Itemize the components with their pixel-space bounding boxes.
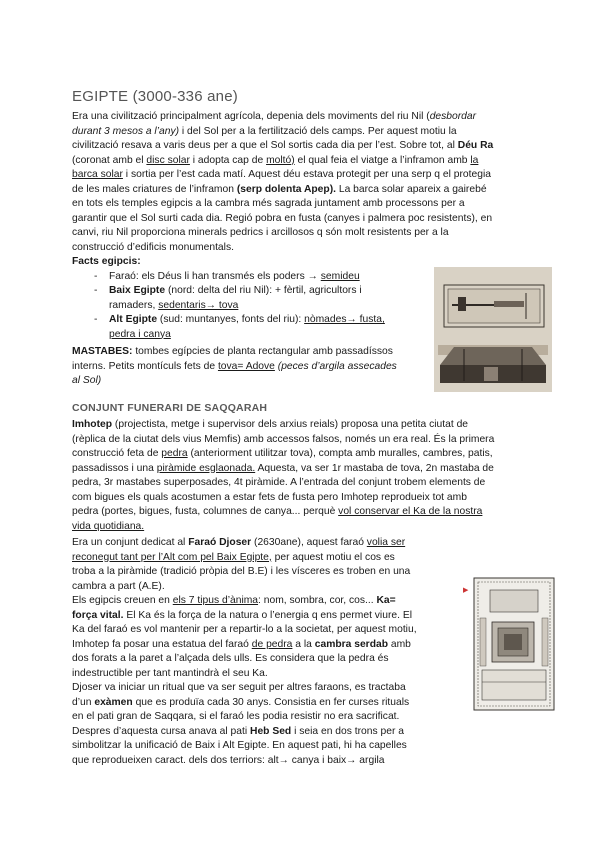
djoser-line: indestructible per tant mantindrà el seu Ka.: [72, 667, 268, 679]
djoser-line: d’un exàmen que es produïa cada 30 anys. Consistia en fer curses rituals: [72, 696, 410, 708]
mastabes-line: al Sol): [72, 375, 102, 386]
saqqarah-line: (rèplica de la ciutat dels vius Memfis) amb accessos falsos, només un era real. És la primera: [72, 433, 495, 445]
mastaba-illustration: [434, 267, 552, 392]
djoser-line: troba a la piràmide (tradició pròpia del B.E) i les vísceres es troben en una: [72, 566, 411, 577]
facts-item-alt-egipte: - Alt Egipte (sud: muntanyes, fonts del riu): nòmades→ fusta, pedra i canya: [72, 313, 432, 342]
facts-item-farao: - Faraó: els Déus li han transmés els poders → semideu: [72, 270, 432, 285]
facts-item-baix-egipte: - Baix Egipte (nord: delta del riu Nil): + fèrtil, agricultors i ramaders, sedentaris→ tova: [72, 284, 432, 313]
intro-line: barca solar i sortia per l’est cada matí. Aquest déu estava protegit per una serp q el protegia: [72, 169, 491, 180]
intro-line: (coronat amb el disc solar i adopta cap de moltó) el qual feia el viatge a l’inframon amb la: [72, 154, 479, 166]
page-title: EGIPTE (3000-336 ane): [72, 88, 238, 105]
djoser-line: dos forats a la paret a l’alçada dels ulls. Es considera que la pedra és: [72, 653, 389, 664]
mastabes-line: MASTABES: tombes egípcies de planta rectangular amb passadíssos: [72, 346, 393, 357]
djoser-line: força vital. El Ka és la força de la natura o l’energia q ens permet viure. El: [72, 609, 412, 621]
djoser-line: Djoser va iniciar un ritual que va ser seguit per altres faraons, es tractaba: [72, 682, 406, 693]
saqqarah-line: com bigues els quals acostumen a estar fets de fusta pero Imhotep reprodueix tot amb: [72, 491, 467, 503]
saqqara-plan-illustration: [470, 574, 558, 714]
section-heading-saqqarah: CONJUNT FUNERARI DE SAQQARAH: [72, 402, 268, 414]
intro-line: en tots els temples egipcis a la cambra més sagrada juntament amb processons per a: [72, 198, 465, 209]
djoser-line: en el pati gran de Saqqara, si el faraó les podia resistir no era sacrificat.: [72, 711, 400, 722]
intro-line: durant 3 mesos a l’any) i del Sol per a la fertilització dels camps. Per aquest motiu la: [72, 125, 457, 137]
saqqarah-line: Imhotep (projectista, metge i supervisor dels arxius reials) proposa una petita ciutat de: [72, 419, 469, 430]
intro-paragraph: [72, 110, 542, 255]
mastabes-line: interns. Petits montículs fets de tova= Adove (peces d’argila assecades: [72, 360, 397, 372]
intro-line: de les males criatures de l’inframon (serp dolenta Apep). La barca solar apareix a gairebé: [72, 183, 487, 195]
djoser-line: Ka del faraó es vol mantenir per a repartir-lo a la societat, per aquest motiu,: [72, 624, 417, 635]
djoser-line: que reprodueixen caract. dels dos terriors: alt→ canya i baix→ argila: [72, 754, 385, 766]
facts-heading: Facts egipcis:: [72, 256, 141, 267]
intro-line: canvi, riu Nil proporciona minerals pedrics i arcillosos q són molt resistents per a la: [72, 227, 449, 238]
mastabes-block: [72, 345, 432, 389]
saqqarah-line: passadissos i una piràmide esglaonada. Aquesta, va ser 1r mastaba de tova, 2n mastaba de: [72, 462, 494, 474]
djoser-line: simbolitzar la unificació de Baix i Alt Egipte. En aquest pati, hi ha capelles: [72, 740, 407, 751]
intro-line: construcció d’edificis monumentals.: [72, 241, 234, 253]
facts-block: [72, 255, 432, 342]
saqqarah-line: pedra (portes, bigues, fusta, columnes de canya... perquè vol conservar el Ka de la nostra: [72, 506, 483, 517]
intro-line: civilització resava a varis deus per a que el Sol sortis cada dia per l’est. Sobre tot, al Déu Ra: [72, 140, 494, 151]
djoser-line: Despres d’aquesta cursa anava al pati Heb Sed i seia en dos trons per a: [72, 725, 404, 737]
intro-line: garantir que el Sol surti cada dia. Regió pobra en fusta (canyes i palmera poc resistents), en: [72, 212, 493, 224]
djoser-paragraph: [72, 536, 452, 768]
djoser-line: Els egipcis creuen en els 7 tipus d’ànima: nom, sombra, cor, cos... Ka=: [72, 595, 396, 606]
djoser-line: cambra a part (A.E).: [72, 580, 165, 592]
djoser-line: reconegut tant per l’Alt com pel Baix Egipte, per aquest motiu el cos es: [72, 551, 395, 563]
red-marker-icon: ▶: [463, 587, 469, 594]
saqqarah-line: construcció feta de pedra (anteriorment utilitzar tova), compta amb muralles, cambres, patis,: [72, 448, 493, 459]
saqqarah-paragraph: [72, 418, 542, 534]
saqqarah-line: pedra, 3r mastabes superposades, 4t piràmide. A l’entrada del conjunt trobem elements de: [72, 477, 486, 488]
djoser-line: Imhotep fa posar una estatua del faraó de pedra a la cambra serdab amb: [72, 638, 411, 650]
intro-line: Era una civilització principalment agrícola, depenia dels moviments del riu Nil (desbordar: [72, 111, 477, 122]
djoser-line: Era un conjunt dedicat al Faraó Djoser (2630ane), aquest faraó volia ser: [72, 537, 406, 548]
saqqarah-line: vida quotidiana.: [72, 520, 145, 532]
saqqara-plan-drawing: [470, 574, 558, 714]
mastaba-photo: [434, 267, 552, 392]
